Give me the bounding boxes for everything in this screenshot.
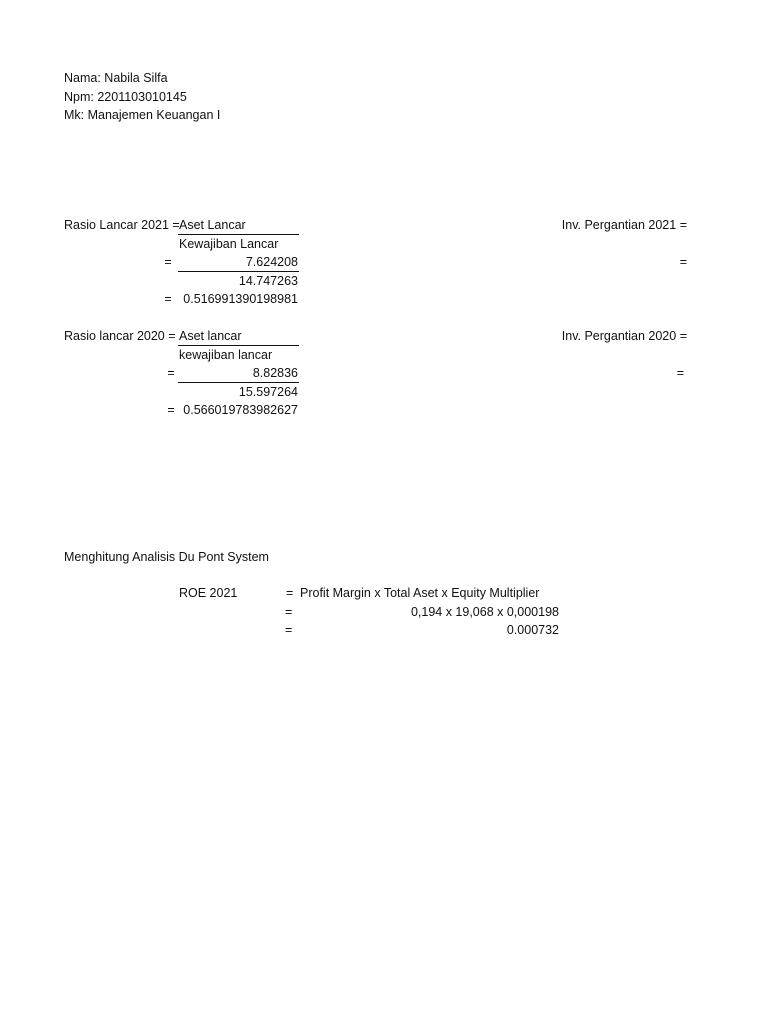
roe-values: 0,194 x 19,068 x 0,000198: [410, 605, 559, 619]
student-name: Nama: Nabila Silfa: [64, 71, 168, 85]
rasio-2021-numerator-label: Aset Lancar: [179, 218, 246, 232]
roe-result-equals: =: [285, 623, 293, 637]
roe-formula: Profit Margin x Total Aset x Equity Multiplier: [300, 586, 540, 600]
inv-2020-equals: =: [676, 366, 684, 380]
course-name: Mk: Manajemen Keuangan I: [64, 108, 221, 122]
rasio-2020-equals: =: [167, 366, 175, 380]
rasio-2021-denominator-value: 14.747263: [238, 274, 298, 288]
roe-2021-label: ROE 2021: [179, 586, 238, 600]
inv-2020-label: Inv. Pergantian 2020 =: [561, 329, 687, 343]
dupont-heading: Menghitung Analisis Du Pont System: [64, 550, 269, 564]
student-npm: Npm: 2201103010145: [64, 90, 187, 104]
rasio-2021-denominator-label: Kewajiban Lancar: [179, 237, 279, 251]
rasio-2021-numerator-value: 7.624208: [245, 255, 298, 269]
rasio-2020-denominator-value: 15.597264: [238, 385, 298, 399]
rasio-2020-denominator-label: kewajiban lancar: [179, 348, 273, 362]
roe-equals: =: [286, 586, 294, 600]
rasio-2020-result-equals: =: [167, 403, 175, 417]
roe-result: 0.000732: [506, 623, 559, 637]
inv-2021-equals: =: [679, 255, 687, 269]
rasio-2020-numerator-value: 8.82836: [252, 366, 298, 380]
roe-values-equals: =: [285, 605, 293, 619]
rasio-2021-result-equals: =: [164, 292, 172, 306]
rasio-2020-result: 0.566019783982627: [183, 403, 298, 417]
rasio-2021-equals: =: [164, 255, 172, 269]
rasio-2020-label: Rasio lancar 2020 =: [64, 329, 176, 343]
rasio-2021-result: 0.516991390198981: [183, 292, 298, 306]
rasio-2020-numerator-label: Aset lancar: [179, 329, 242, 343]
rasio-2021-label: Rasio Lancar 2021 =: [64, 218, 180, 232]
inv-2021-label: Inv. Pergantian 2021 =: [561, 218, 687, 232]
